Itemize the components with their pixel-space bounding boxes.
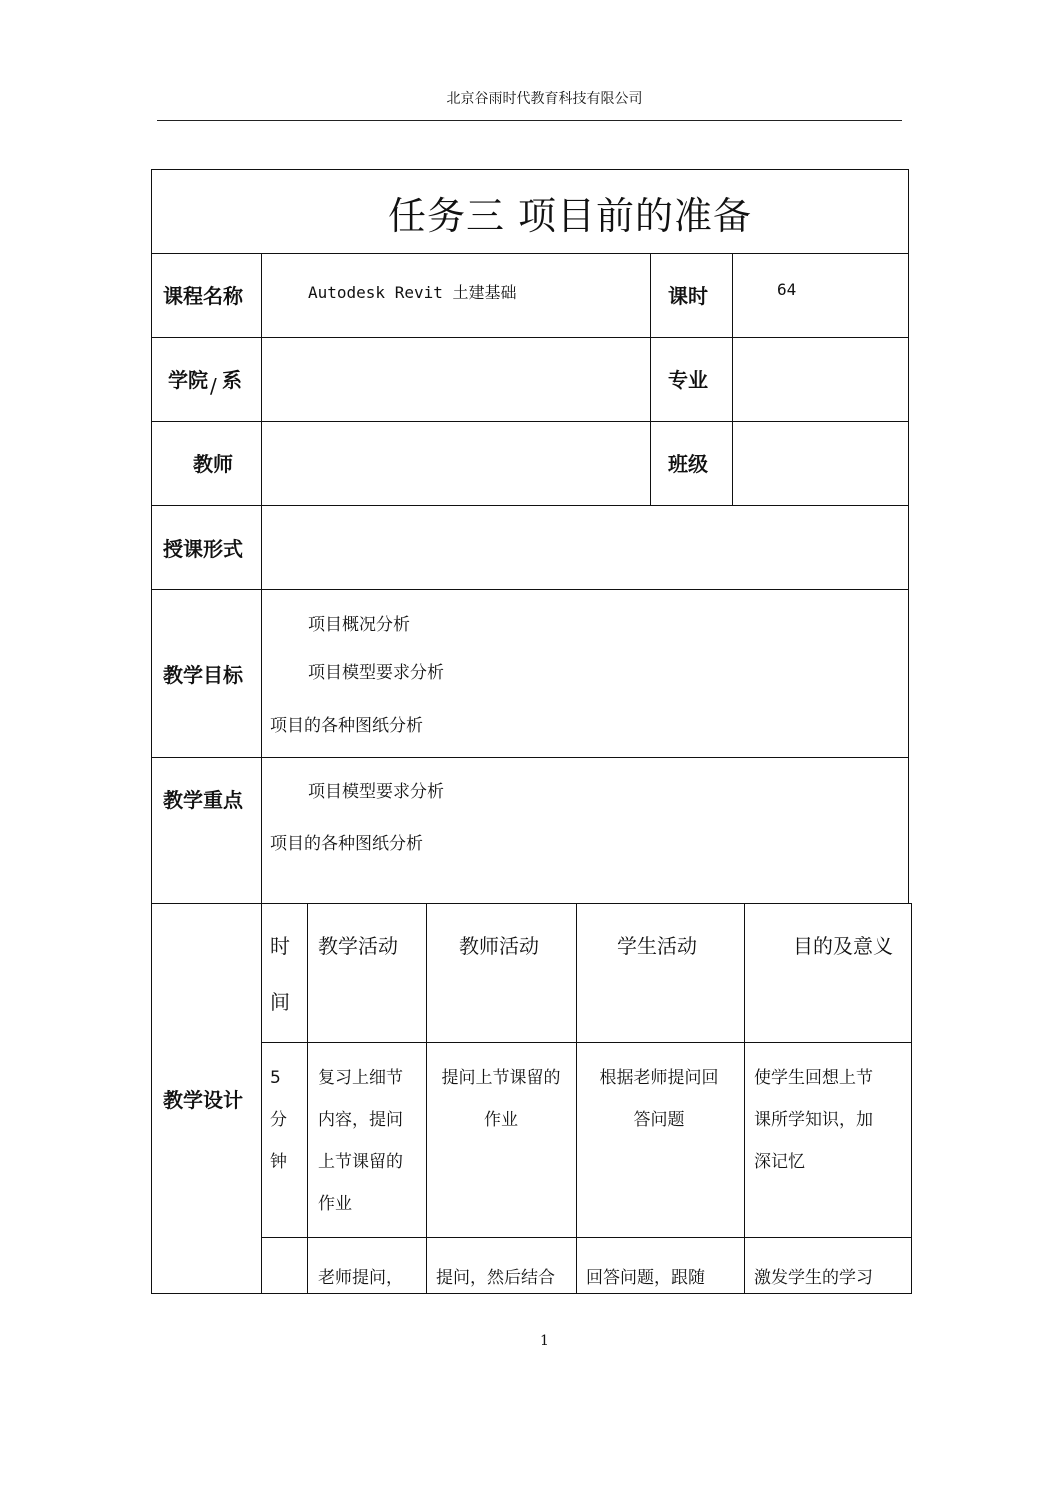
table-border bbox=[151, 169, 152, 1294]
table-border bbox=[650, 253, 651, 506]
table-border bbox=[151, 505, 909, 506]
teaching-format-label: 授课形式 bbox=[163, 537, 243, 561]
teacher-label: 教师 bbox=[193, 452, 233, 476]
row2-teacher: 提问，然后结合 bbox=[436, 1268, 555, 1288]
table-border bbox=[151, 337, 909, 338]
row1-student bbox=[584, 1057, 734, 1141]
goal-item: 项目模型要求分析 bbox=[308, 663, 444, 683]
college-label: 学院 bbox=[168, 368, 208, 392]
teaching-design-label: 教学设计 bbox=[163, 1088, 243, 1112]
table-border bbox=[426, 903, 427, 1294]
table-border bbox=[261, 253, 262, 1294]
cell-line: 使学生回想上节 bbox=[754, 1068, 873, 1088]
time-value: 5 bbox=[270, 1068, 281, 1088]
teaching-focus-label: 教学重点 bbox=[163, 788, 243, 812]
table-border bbox=[151, 1293, 912, 1294]
lesson-title: 任务三 项目前的准备 bbox=[387, 194, 753, 238]
cell-line: 课所学知识，加 bbox=[754, 1110, 873, 1130]
table-border bbox=[576, 903, 577, 1294]
cell-line: 答问题 bbox=[633, 1110, 685, 1130]
col-header-student: 学生活动 bbox=[617, 934, 697, 958]
table-border bbox=[151, 589, 909, 590]
department-label: 系 bbox=[222, 368, 242, 392]
row1-activity bbox=[318, 1057, 403, 1225]
table-border bbox=[151, 253, 909, 254]
time-unit: 钟 bbox=[270, 1152, 287, 1172]
cell-line: 深记忆 bbox=[754, 1152, 805, 1172]
college-slash: / bbox=[210, 374, 217, 398]
row1-time bbox=[270, 1057, 287, 1183]
row2-purpose: 激发学生的学习 bbox=[754, 1268, 873, 1288]
row2-activity: 老师提问， bbox=[318, 1268, 403, 1288]
page-header-company: 北京谷雨时代教育科技有限公司 bbox=[446, 91, 643, 107]
cell-line: 复习上细节 bbox=[318, 1068, 403, 1088]
table-border bbox=[307, 903, 308, 1294]
cell-line: 内容，提问 bbox=[318, 1110, 403, 1130]
focus-item: 项目模型要求分析 bbox=[308, 782, 444, 802]
table-border bbox=[262, 1237, 912, 1238]
table-border bbox=[151, 169, 909, 170]
cell-line: 上节课留的 bbox=[318, 1152, 403, 1172]
col-header-purpose: 目的及意义 bbox=[793, 934, 893, 958]
col-header-teacher: 教师活动 bbox=[459, 934, 539, 958]
page-number: 1 bbox=[540, 1333, 549, 1349]
course-name-label: 课程名称 bbox=[163, 284, 243, 308]
hours-label: 课时 bbox=[668, 284, 708, 308]
header-divider bbox=[157, 120, 902, 121]
teaching-goals-label: 教学目标 bbox=[163, 663, 243, 687]
col-header-activity: 教学活动 bbox=[318, 934, 398, 958]
hours-value: 64 bbox=[777, 280, 797, 299]
table-border bbox=[744, 903, 745, 1294]
course-name-value: Autodesk Revit 土建基础 bbox=[308, 283, 517, 302]
table-border bbox=[911, 903, 912, 1294]
table-border bbox=[732, 253, 733, 506]
cell-line: 根据老师提问回 bbox=[599, 1068, 719, 1088]
cell-line: 提问上节课留的 bbox=[441, 1068, 561, 1088]
focus-item: 项目的各种图纸分析 bbox=[270, 834, 423, 854]
cell-line: 作业 bbox=[318, 1194, 352, 1214]
time-unit: 分 bbox=[270, 1110, 287, 1130]
table-border bbox=[151, 421, 909, 422]
row1-teacher bbox=[431, 1057, 571, 1141]
col-header-time: 间 bbox=[270, 990, 290, 1014]
cell-line: 作业 bbox=[484, 1110, 518, 1130]
row2-student: 回答问题，跟随 bbox=[586, 1268, 705, 1288]
table-border bbox=[151, 757, 909, 758]
row1-purpose bbox=[754, 1057, 873, 1183]
class-label: 班级 bbox=[668, 452, 708, 476]
table-border bbox=[151, 903, 912, 904]
goal-item: 项目概况分析 bbox=[308, 615, 410, 635]
col-header-time: 时 bbox=[270, 934, 290, 958]
goal-item: 项目的各种图纸分析 bbox=[270, 716, 423, 736]
major-label: 专业 bbox=[668, 368, 708, 392]
table-border bbox=[908, 169, 909, 904]
table-border bbox=[262, 1042, 912, 1043]
